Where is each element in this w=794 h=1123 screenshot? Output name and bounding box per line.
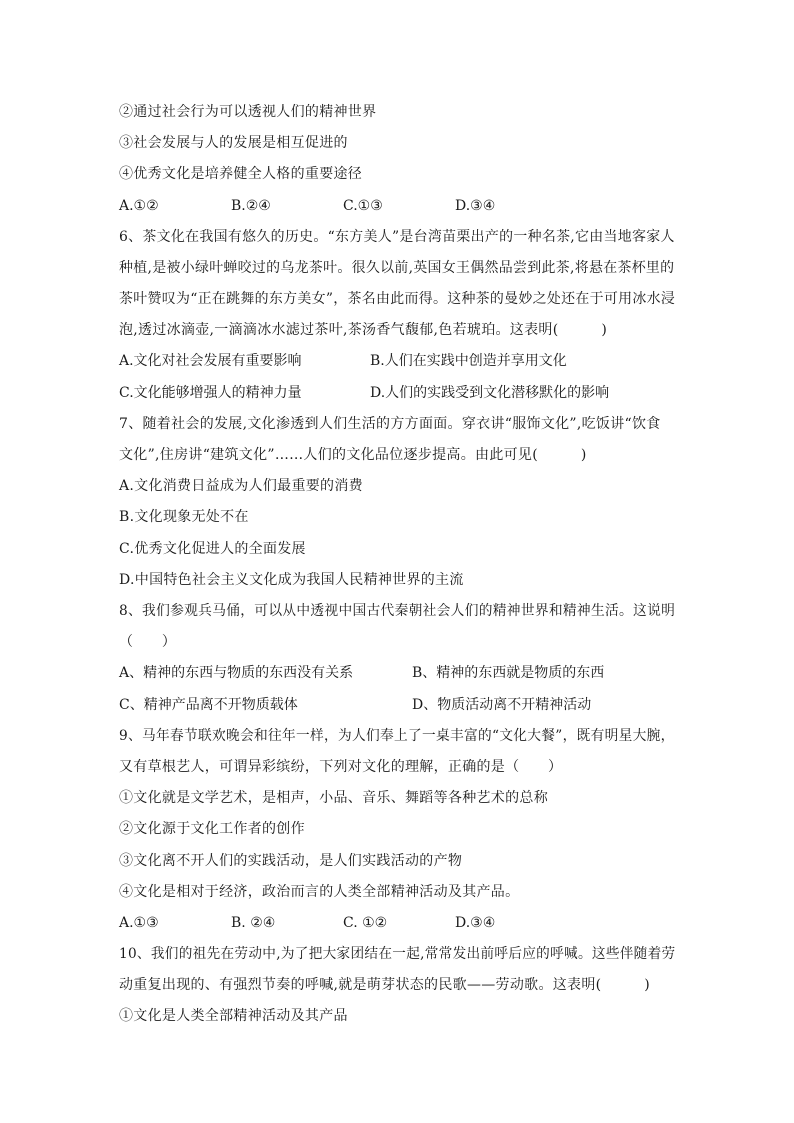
statement-item-3: ③文化离不开人们的实践活动，是人们实践活动的产物 xyxy=(119,853,463,869)
statement-item-3: ③社会发展与人的发展是相互促进的 xyxy=(119,135,348,151)
question-6-line: 茶叶赞叹为“正在跳舞的东方美女”，茶名由此而得。这种茶的曼妙之处还在于可用冰水浸 xyxy=(119,291,676,307)
option-b: B. ②④ xyxy=(231,915,276,931)
option-c: C、精神产品离不开物质载体 xyxy=(119,697,298,713)
option-a: A、精神的东西与物质的东西没有关系 xyxy=(119,665,354,681)
option-a: A.①③ xyxy=(119,915,159,931)
option-d: D.③④ xyxy=(455,198,496,214)
statement-item-1: ①文化是人类全部精神活动及其产品 xyxy=(119,1008,348,1024)
question-6-line: 种植,是被小绿叶蝉咬过的乌龙茶叶。很久以前,英国女王偶然品尝到此茶,将悬在茶杯里的 xyxy=(119,260,675,276)
option-d: D、物质活动离不开精神活动 xyxy=(412,697,592,713)
option-b: B.②④ xyxy=(231,198,271,214)
option-c: C. ①② xyxy=(343,915,388,931)
question-8-line: 8、我们参观兵马俑，可以从中透视中国古代秦朝社会人们的精神世界和精神生活。这说明 xyxy=(119,603,676,619)
option-c: C.文化能够增强人的精神力量 xyxy=(119,385,302,401)
option-d: D.中国特色社会主义文化成为我国人民精神世界的主流 xyxy=(119,572,464,588)
option-b: B.文化现象无处不在 xyxy=(119,509,249,525)
statement-item-4: ④优秀文化是培养健全人格的重要途径 xyxy=(119,166,363,182)
question-9-line: 9、马年春节联欢晚会和往年一样，为人们奉上了一桌丰富的“文化大餐”，既有明星大腕， xyxy=(119,728,675,744)
question-10-line: 10、我们的祖先在劳动中,为了把大家团结在一起,常常发出前呼后应的呼喊。这些伴随着劳 xyxy=(119,946,676,962)
option-c: C.①③ xyxy=(343,198,383,214)
statement-item-4: ④文化是相对于经济，政治而言的人类全部精神活动及其产品。 xyxy=(119,884,520,900)
statement-item-1: ①文化就是文学艺术，是相声，小品、音乐、舞蹈等各种艺术的总称 xyxy=(119,790,548,806)
option-a: A.①② xyxy=(119,198,159,214)
question-6-line: 泡,透过冰滴壶,一滴滴冰水滤过茶叶,茶汤香气馥郁,色若琥珀。这表明( ) xyxy=(119,322,608,338)
question-7-line: 文化”,住房讲“建筑文化”……人们的文化品位逐步提高。由此可见( ) xyxy=(119,447,587,463)
statement-item-2: ②通过社会行为可以透视人们的精神世界 xyxy=(119,104,377,120)
option-b: B.人们在实践中创造并享用文化 xyxy=(370,353,567,369)
question-6-line: 6、茶文化在我国有悠久的历史。“东方美人”是台湾苗栗出产的一种名茶,它由当地客家人 xyxy=(119,229,675,245)
question-8-line: （ ） xyxy=(119,634,177,650)
option-b: B、精神的东西就是物质的东西 xyxy=(412,665,605,681)
statement-item-2: ②文化源于文化工作者的创作 xyxy=(119,821,305,837)
question-10-line: 动重复出现的、有强烈节奏的呼喊,就是萌芽状态的民歌——劳动歌。这表明( ) xyxy=(119,977,651,993)
option-d: D.③④ xyxy=(455,915,496,931)
option-c: C.优秀文化促进人的全面发展 xyxy=(119,541,306,557)
option-a: A.文化对社会发展有重要影响 xyxy=(119,353,302,369)
option-d: D.人们的实践受到文化潜移默化的影响 xyxy=(370,385,610,401)
option-a: A.文化消费日益成为人们最重要的消费 xyxy=(119,478,363,494)
question-7-line: 7、随着社会的发展,文化渗透到人们生活的方方面面。穿衣讲“服饰文化”,吃饭讲“饮食 xyxy=(119,416,661,432)
question-9-line: 又有草根艺人，可谓异彩缤纷，下列对文化的理解，正确的是（ ） xyxy=(119,759,563,775)
